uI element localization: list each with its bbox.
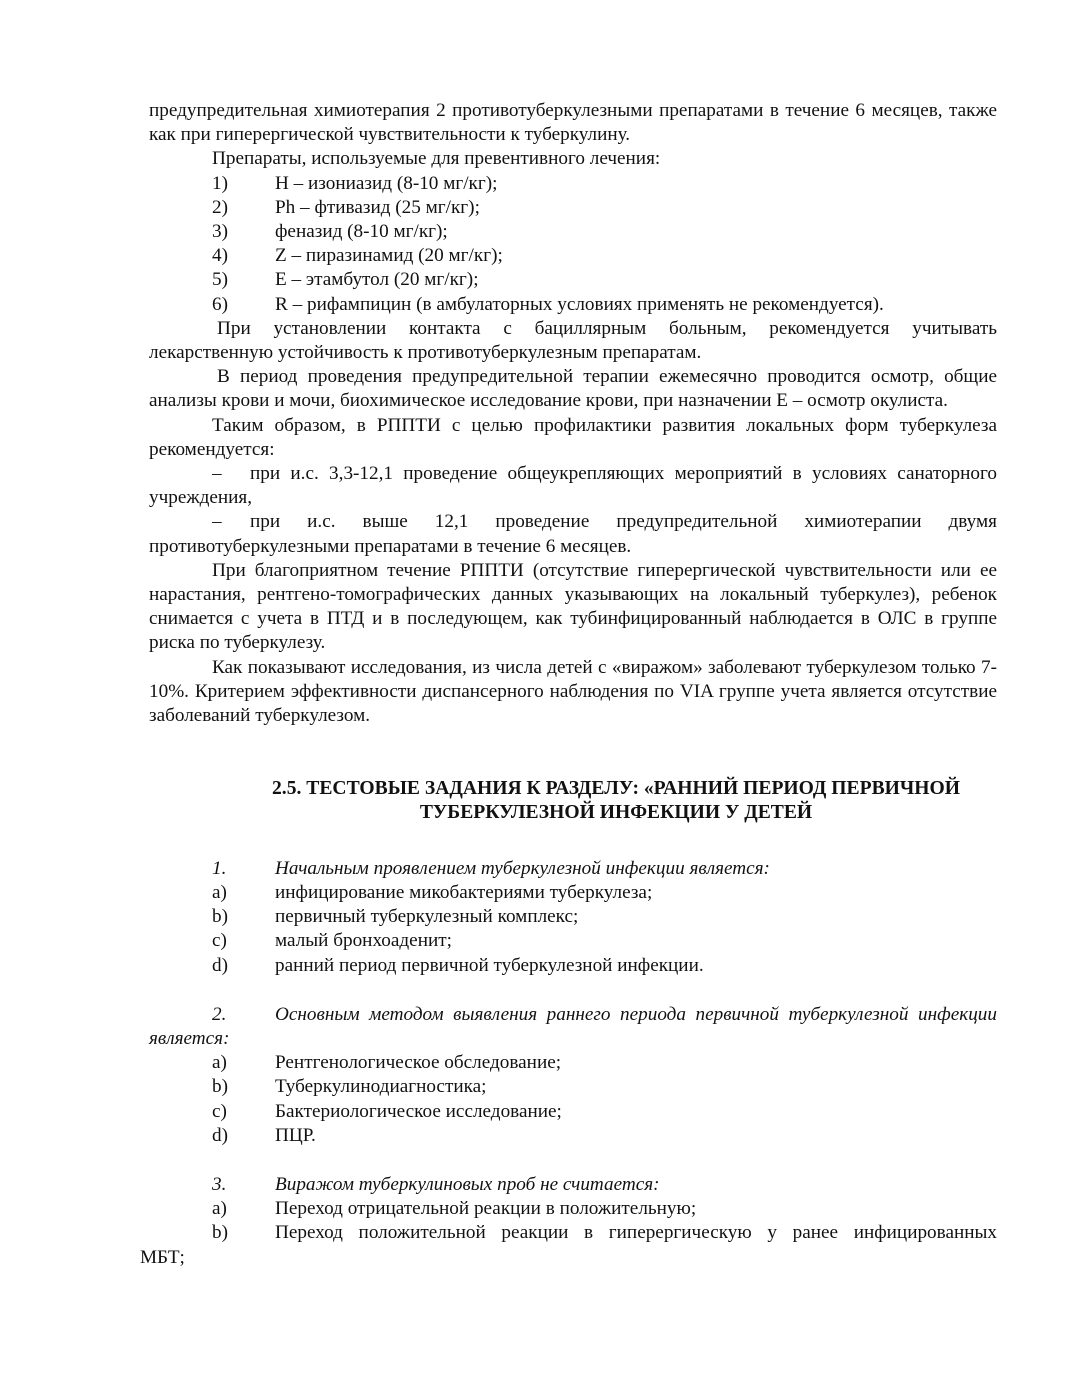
paragraph-research: Как показывают исследования, из числа детей с «виражом» заболевают туберкулезом только 7-10%. Критерием эффективности диспансерного наблюдения по VIA группе учета является отсутствие заболеваний туберкулезом. [149,656,997,727]
option-letter: a) [212,1052,227,1074]
test-question-3 [140,1173,997,1270]
option-text: ранний период первичной туберкулезной инфекции. [275,954,704,976]
answer-option [149,954,997,978]
answer-option [149,881,997,905]
option-letter: a) [212,1198,227,1220]
list-item-number: 4) [212,245,228,267]
question-number: 2. [212,1003,227,1025]
list-item [149,293,997,317]
question-text: 1. Начальным проявлением туберкулезной инфекции является: [149,857,997,881]
answer-option [149,1124,997,1148]
option-letter: b) [212,1076,228,1098]
option-text: малый бронхоаденит; [275,930,452,952]
paragraph-monitoring: В период проведения предупредительной терапии ежемесячно проводится осмотр, общие анализы крови и мочи, биохимическое исследование крови, при назначении E – осмотр окулиста. [149,366,997,412]
list-item [149,172,997,196]
list-item [149,244,997,268]
list-item [149,268,997,292]
list-item-number: 3) [212,221,228,243]
list-item-text: R – рифампицин (в амбулаторных условиях применять не рекомендуется). [275,293,884,315]
option-letter: b) [212,1222,228,1244]
option-letter: d) [212,1124,228,1146]
list-item-text: Ph – фтивазид (25 мг/кг); [275,196,480,218]
option-letter: b) [212,906,228,928]
dash-marker: – [212,511,222,533]
option-text: Переход отрицательной реакции в положительную; [275,1198,697,1220]
section-heading [149,777,997,825]
option-text: Туберкулинодиагностика; [275,1076,487,1098]
option-text-continuation: МБТ; [140,1246,185,1268]
list-item [149,220,997,244]
option-text: первичный туберкулезный комплекс; [275,906,579,928]
list-item-number: 6) [212,293,228,315]
test-question-2 [149,1003,997,1148]
answer-option [149,1051,997,1075]
section-heading-line: ТУБЕРКУЛЕЗНОЙ ИНФЕКЦИИ У ДЕТЕЙ [419,802,813,824]
list-item-number: 5) [212,269,228,291]
dash-item [149,462,997,510]
option-letter: d) [212,954,228,976]
paragraph-favorable-course: При благоприятном течение РППТИ (отсутствие гиперергической чувствительности или ее нарастания, рентгено-томографических данных указывающих на локальный туберкулез), ребенок снимается с учета в ПТД и в последующем, как тубинфицированный наблюдается в ОЛС в группе риска по туберкулезу. [149,559,997,654]
question-number: 1. [212,857,227,879]
question-text: 2. Основным методом выявления раннего периода первичной туберкулезной инфекции является: [149,1003,997,1049]
option-letter: c) [212,1100,227,1122]
paragraph-conclusion: Таким образом, в РППТИ с целью профилактики развития локальных форм туберкулеза рекомендуется: [149,414,997,460]
dash-marker: – [212,463,222,485]
option-text: Бактериологическое исследование; [275,1100,562,1122]
list-item-text: H – изониазид (8-10 мг/кг); [275,172,498,194]
option-text: ПЦР. [275,1124,316,1146]
list-item-text: E – этамбутол (20 мг/кг); [275,269,479,291]
paragraph-chemotherapy: предупредительная химиотерапия 2 противотуберкулезными препаратами в течение 6 месяцев, также как при гиперергической чувствительности к туберкулину. [149,100,997,146]
paragraph-contact: При установлении контакта с бациллярным больным, рекомендуется учитывать лекарственную устойчивость к противотуберкулезным препаратам. [149,317,997,364]
dash-item-text: при и.с. выше 12,1 проведение предупредительной химиотерапии двумя противотуберкулезными препаратами в течение 6 месяцев. [149,511,997,557]
answer-option [149,929,997,953]
paragraph-drugs-intro: Препараты, используемые для превентивного лечения: [212,148,661,170]
dash-item [149,510,997,558]
answer-option [149,1075,997,1099]
list-item-text: феназид (8-10 мг/кг); [275,221,448,243]
section-heading-line: 2.5. ТЕСТОВЫЕ ЗАДАНИЯ К РАЗДЕЛУ: «РАННИЙ ПЕРИОД ПЕРВИЧНОЙ [272,778,960,800]
list-item-number: 1) [212,172,228,194]
option-text: Рентгенологическое обследование; [275,1052,562,1074]
dash-item-text: при и.с. 3,3-12,1 проведение общеукрепляющих мероприятий в условиях санаторного учреждения, [149,463,997,509]
option-text: инфицирование микобактериями туберкулеза; [275,881,653,903]
list-item-text: Z – пиразинамид (20 мг/кг); [275,245,503,267]
drug-list [149,172,997,317]
option-text: Переход положительной реакции в гиперергическую у ранее инфицированных [275,1222,997,1244]
answer-option [149,1197,997,1221]
answer-option [149,905,997,929]
question-text: 3. Виражом туберкулиновых проб не считается: [149,1173,997,1197]
option-letter: a) [212,881,227,903]
option-letter: c) [212,930,227,952]
test-question-1 [149,857,997,978]
answer-option [149,1221,997,1245]
answer-option [149,1100,997,1124]
list-item-number: 2) [212,196,228,218]
question-number: 3. [212,1173,227,1195]
list-item [149,196,997,220]
